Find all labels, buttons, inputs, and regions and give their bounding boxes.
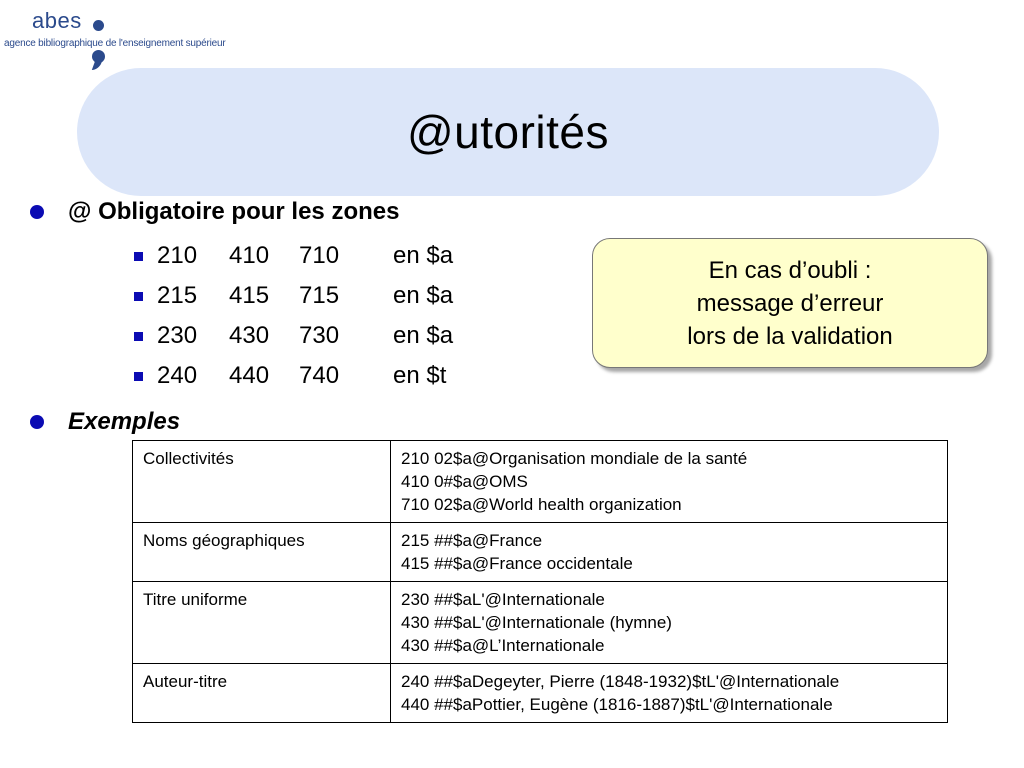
validation-note: [592, 238, 988, 368]
bullet-exemples-text: Exemples: [68, 408, 181, 435]
zone-subfield: en $a: [393, 322, 454, 349]
zone-row: [134, 316, 493, 356]
table-cell-type: Auteur-titre: [133, 664, 391, 723]
zone-4xx: 430: [229, 322, 270, 349]
example-line: 415 ##$a@France occidentale: [401, 554, 633, 573]
logo-tagline: agence bibliographique de l'enseignement supérieur: [4, 38, 226, 49]
table-cell-type: Noms géographiques: [133, 523, 391, 582]
table-cell-type: Titre uniforme: [133, 582, 391, 664]
zone-7xx: 740: [299, 362, 340, 389]
zone-7xx: 730: [299, 322, 340, 349]
table-cell-type: Collectivités: [133, 441, 391, 523]
logo-name: abes: [32, 8, 82, 33]
note-line-2: message d’erreur: [696, 289, 884, 317]
bullet-exemples: [30, 408, 630, 436]
example-line: 230 ##$aL'@Internationale: [401, 590, 605, 609]
example-line: 430 ##$aL'@Internationale (hymne): [401, 613, 672, 632]
zone-4xx: 410: [229, 242, 270, 269]
zone-7xx: 710: [299, 242, 340, 269]
square-bullet-icon: [134, 372, 143, 381]
zone-7xx: 715: [299, 282, 340, 309]
square-bullet-icon: [134, 292, 143, 301]
example-line: 430 ##$a@L’Internationale: [401, 636, 605, 655]
zone-row: [134, 236, 493, 276]
zone-row: [134, 356, 493, 396]
table-cell-values: [391, 441, 948, 523]
table-cell-values: [391, 582, 948, 664]
bullet-obligatoire-text: @ Obligatoire pour les zones: [68, 198, 400, 225]
bullet-obligatoire: [30, 198, 630, 226]
table-row: [133, 664, 948, 723]
examples-table: [132, 440, 948, 723]
zone-2xx: 230: [157, 322, 198, 349]
bullet-dot-icon: [30, 205, 44, 219]
table-cell-values: [391, 664, 948, 723]
example-line: 210 02$a@Organisation mondiale de la santé: [401, 449, 748, 468]
zone-subfield: en $t: [393, 362, 447, 389]
note-line-3: lors de la validation: [687, 322, 893, 350]
title-banner: [77, 68, 939, 196]
zone-2xx: 215: [157, 282, 198, 309]
example-line: 410 0#$a@OMS: [401, 472, 528, 491]
zone-list: [134, 236, 493, 396]
zone-2xx: 210: [157, 242, 198, 269]
zone-4xx: 440: [229, 362, 270, 389]
note-line-1: En cas d’oubli :: [708, 256, 872, 284]
table-row: [133, 441, 948, 523]
abes-logo: [4, 6, 244, 70]
example-line: 215 ##$a@France: [401, 531, 543, 550]
bullet-dot-icon: [30, 415, 44, 429]
zone-4xx: 415: [229, 282, 270, 309]
zone-2xx: 240: [157, 362, 198, 389]
example-line: 440 ##$aPottier, Eugène (1816-1887)$tL'@Internationale: [401, 695, 833, 714]
zone-subfield: en $a: [393, 242, 454, 269]
table-row: [133, 582, 948, 664]
slide-title: @utorités: [406, 106, 610, 158]
table-row: [133, 523, 948, 582]
example-line: 240 ##$aDegeyter, Pierre (1848-1932)$tL'@Internationale: [401, 672, 840, 691]
table-cell-values: [391, 523, 948, 582]
zone-row: [134, 276, 493, 316]
square-bullet-icon: [134, 332, 143, 341]
square-bullet-icon: [134, 252, 143, 261]
zone-subfield: en $a: [393, 282, 454, 309]
example-line: 710 02$a@World health organization: [401, 495, 682, 514]
